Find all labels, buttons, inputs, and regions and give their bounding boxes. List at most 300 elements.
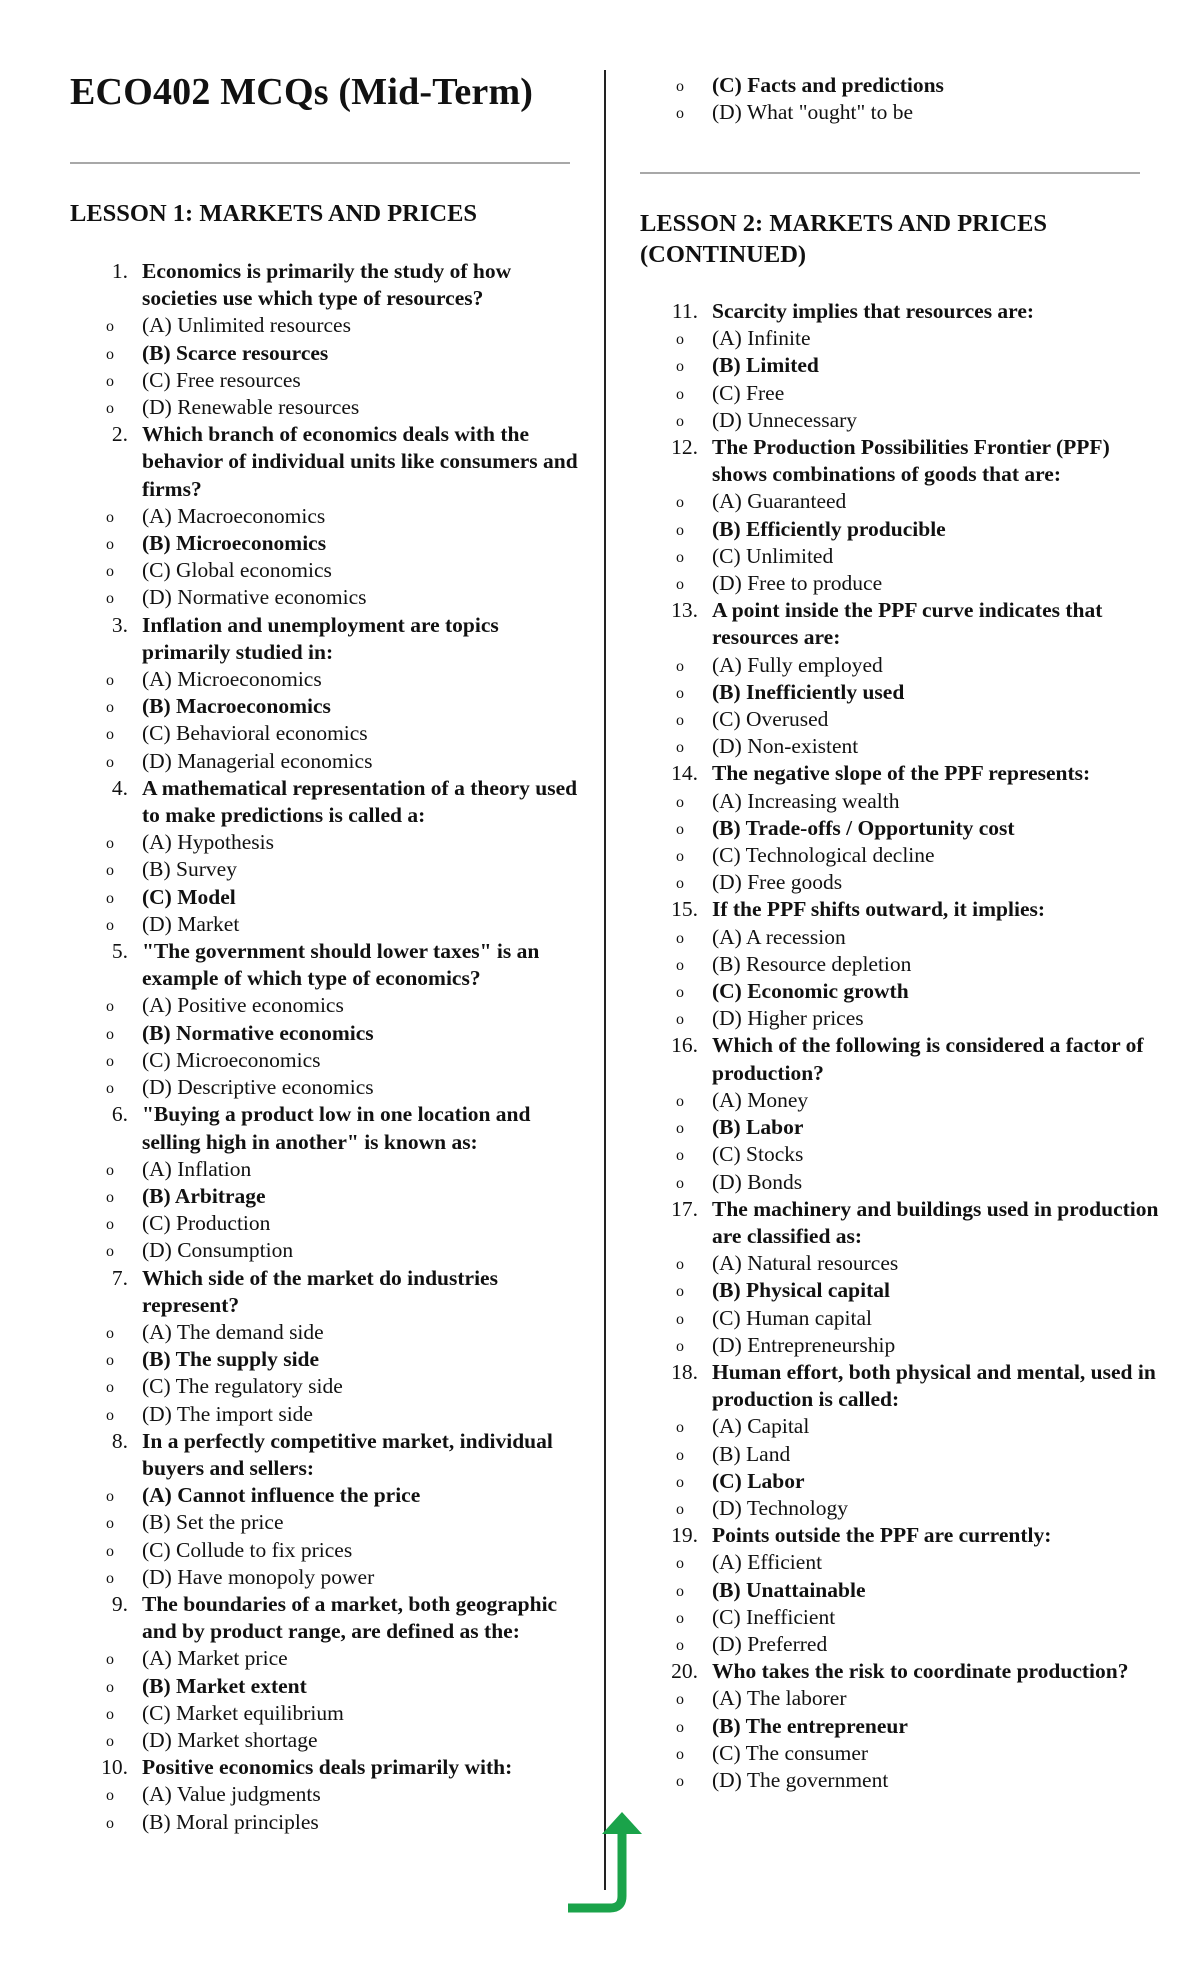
question-item (70, 938, 590, 1101)
bullet-icon: o (106, 536, 114, 554)
answer-option (640, 1250, 1160, 1277)
question-text: Inflation and unemployment are topics primarily studied in: (142, 612, 499, 664)
bullet-icon: o (676, 521, 684, 539)
option-text: (A) The laborer (712, 1686, 847, 1711)
bullet-icon: o (676, 739, 684, 757)
answer-option (640, 1604, 1160, 1631)
question-text: Which side of the market do industries represent? (142, 1265, 498, 1317)
option-text: (B) Limited (712, 353, 819, 378)
answer-option (640, 1495, 1160, 1522)
question-number: 3. (111, 612, 128, 637)
bullet-icon: o (676, 1745, 684, 1763)
question-text: Scarcity implies that resources are: (712, 299, 1035, 323)
bullet-icon: o (676, 712, 684, 730)
continue-arrow-icon (560, 1800, 680, 1920)
bullet-icon: o (106, 998, 114, 1016)
answer-option (640, 1087, 1160, 1114)
answer-option (70, 1020, 590, 1047)
answer-option (640, 99, 1160, 126)
question-number: 10. (101, 1755, 128, 1780)
option-text: (D) Descriptive economics (142, 1075, 374, 1100)
option-text: (A) The demand side (142, 1319, 324, 1344)
bullet-icon: o (106, 1787, 114, 1805)
bullet-icon: o (106, 1216, 114, 1234)
bullet-icon: o (106, 916, 114, 934)
answer-option (640, 1114, 1160, 1141)
answer-option (70, 1346, 590, 1373)
option-text: (D) Free to produce (712, 571, 883, 596)
question-text: Which of the following is considered a factor of production? (712, 1033, 1144, 1085)
option-text: (B) The supply side (142, 1347, 320, 1372)
answer-option (70, 911, 590, 938)
options-list (640, 1549, 1160, 1658)
answer-option (70, 367, 590, 394)
bullet-icon: o (106, 699, 114, 717)
answer-option (70, 1509, 590, 1536)
answer-option (640, 325, 1160, 352)
option-text: (C) Market equilibrium (142, 1700, 344, 1725)
question-item (640, 298, 1160, 434)
option-text: (B) Labor (712, 1115, 804, 1140)
option-text: (A) Capital (712, 1414, 810, 1439)
question-item (640, 1658, 1160, 1794)
question-item (640, 1196, 1160, 1359)
option-text: (B) Efficiently producible (712, 516, 946, 541)
option-text: (C) Overused (712, 707, 829, 732)
option-text: (D) Non-existent (712, 734, 859, 759)
option-text: (B) Normative economics (142, 1020, 374, 1045)
option-text: (D) The import side (142, 1401, 313, 1426)
option-text: (A) Value judgments (142, 1782, 321, 1807)
options-list (640, 1685, 1160, 1794)
answer-option (70, 666, 590, 693)
question-number: 4. (111, 775, 128, 800)
question-item (70, 1591, 590, 1754)
bullet-icon: o (676, 1718, 684, 1736)
bullet-icon: o (106, 372, 114, 390)
question-text: The machinery and buildings used in production are classified as: (712, 1196, 1159, 1248)
option-text: (A) Hypothesis (142, 830, 274, 855)
bullet-icon: o (106, 1052, 114, 1070)
bullet-icon: o (106, 1161, 114, 1179)
option-text: (B) Physical capital (712, 1278, 890, 1303)
continued-divider (640, 172, 1140, 174)
question-number: 7. (111, 1265, 128, 1290)
bullet-icon: o (676, 548, 684, 566)
option-text: (A) Natural resources (712, 1251, 899, 1276)
answer-option (640, 978, 1160, 1005)
bullet-icon: o (676, 984, 684, 1002)
option-text: (A) Positive economics (142, 993, 344, 1018)
option-text: (A) Unlimited resources (142, 313, 351, 338)
bullet-icon: o (106, 1569, 114, 1587)
answer-option (70, 340, 590, 367)
question-item (70, 1101, 590, 1264)
option-text: (A) Increasing wealth (712, 788, 900, 813)
option-text: (B) Survey (142, 857, 237, 882)
bullet-icon: o (106, 1651, 114, 1669)
options-list (70, 1781, 590, 1835)
option-text: (D) Market (142, 911, 240, 936)
bullet-icon: o (106, 345, 114, 363)
bullet-icon: o (106, 753, 114, 771)
options-list (640, 488, 1160, 597)
answer-option (70, 584, 590, 611)
question-number: 18. (671, 1359, 698, 1384)
answer-option (640, 1713, 1160, 1740)
bullet-icon: o (106, 726, 114, 744)
question-text: Economics is primarily the study of how societies use which type of resources? (142, 259, 512, 311)
answer-option (640, 951, 1160, 978)
option-text: (A) Efficient (712, 1550, 823, 1575)
answer-option (70, 1373, 590, 1400)
options-list (640, 652, 1160, 761)
question-text: Which branch of economics deals with the behavior of individual units like consumers and firms? (142, 422, 578, 501)
answer-option (70, 394, 590, 421)
answer-option (640, 1631, 1160, 1658)
question-number: 9. (111, 1591, 128, 1616)
question-item (640, 597, 1160, 760)
question-text: Positive economics deals primarily with: (142, 1755, 513, 1780)
answer-option (640, 733, 1160, 760)
lesson1-heading: LESSON 1: MARKETS AND PRICES (70, 200, 478, 227)
answer-option (640, 842, 1160, 869)
option-text: (D) Bonds (712, 1169, 803, 1194)
lesson1-question-list (70, 258, 590, 1836)
question-number: 15. (671, 897, 698, 922)
question-text: A point inside the PPF curve indicates that resources are: (712, 598, 1103, 650)
answer-option (70, 1074, 590, 1101)
question-text: The Production Possibilities Frontier (PPF) shows combinations of goods that are: (712, 435, 1110, 487)
lesson2-heading: LESSON 2: MARKETS AND PRICES (CONTINUED) (640, 210, 1048, 268)
bullet-icon: o (676, 820, 684, 838)
bullet-icon: o (676, 576, 684, 594)
bullet-icon: o (106, 1814, 114, 1832)
option-text: (D) Unnecessary (712, 407, 858, 432)
option-text: (C) The consumer (712, 1740, 869, 1765)
bullet-icon: o (676, 1310, 684, 1328)
answer-option (640, 1305, 1160, 1332)
bullet-icon: o (676, 1691, 684, 1709)
answer-option (70, 1700, 590, 1727)
answer-option (70, 1319, 590, 1346)
bullet-icon: o (676, 1609, 684, 1627)
answer-option (70, 1156, 590, 1183)
option-text: (B) Macroeconomics (142, 694, 331, 719)
question-item (640, 760, 1160, 896)
question-text: "The government should lower taxes" is an example of which type of economics? (142, 939, 540, 991)
option-text: (B) Unattainable (712, 1577, 866, 1602)
question-item (70, 1265, 590, 1428)
answer-option (640, 1468, 1160, 1495)
answer-option (640, 570, 1160, 597)
bullet-icon: o (106, 672, 114, 690)
answer-option (70, 856, 590, 883)
bullet-icon: o (676, 684, 684, 702)
question-number: 14. (671, 761, 698, 786)
option-text: (D) Entrepreneurship (712, 1332, 896, 1357)
bullet-icon: o (676, 1636, 684, 1654)
answer-option (70, 748, 590, 775)
bullet-icon: o (676, 848, 684, 866)
bullet-icon: o (106, 318, 114, 336)
option-text: (C) Inefficient (712, 1604, 836, 1629)
question-number: 17. (671, 1196, 698, 1221)
answer-option (640, 1277, 1160, 1304)
options-list (70, 992, 590, 1101)
bullet-icon: o (676, 105, 684, 123)
answer-option (70, 503, 590, 530)
bullet-icon: o (106, 508, 114, 526)
answer-option (70, 992, 590, 1019)
option-text: (D) Consumption (142, 1238, 294, 1263)
bullet-icon: o (676, 494, 684, 512)
option-text: (A) Microeconomics (142, 667, 322, 692)
bullet-icon: o (676, 657, 684, 675)
option-text: (A) Money (712, 1087, 809, 1112)
option-text: (B) The entrepreneur (712, 1713, 908, 1738)
bullet-icon: o (676, 1256, 684, 1274)
bullet-icon: o (676, 1337, 684, 1355)
answer-option (640, 652, 1160, 679)
option-text: (C) Microeconomics (142, 1047, 321, 1072)
option-text: (A) A recession (712, 924, 846, 949)
bullet-icon: o (106, 1678, 114, 1696)
question-item (640, 1359, 1160, 1522)
question-item (70, 1754, 590, 1836)
answer-option (640, 788, 1160, 815)
bullet-icon: o (106, 563, 114, 581)
answer-option (70, 720, 590, 747)
answer-option (640, 488, 1160, 515)
question-item (640, 434, 1160, 597)
answer-option (70, 1537, 590, 1564)
question-number: 13. (671, 598, 698, 623)
option-text: (A) Infinite (712, 326, 811, 351)
answer-option (640, 543, 1160, 570)
bullet-icon: o (676, 1283, 684, 1301)
question-item (640, 896, 1160, 1032)
option-text: (D) Technology (712, 1495, 849, 1520)
question-item (70, 258, 590, 421)
question-text: Points outside the PPF are currently: (712, 1523, 1052, 1548)
option-text: (B) Set the price (142, 1510, 284, 1535)
bullet-icon: o (106, 835, 114, 853)
document-title: ECO402 MCQs (Mid-Term) (70, 71, 534, 113)
option-text: (C) Unlimited (712, 543, 834, 568)
answer-option (70, 1482, 590, 1509)
question-number: 8. (111, 1428, 128, 1453)
answer-option (70, 312, 590, 339)
question-number: 11. (671, 299, 698, 323)
option-text: (D) Normative economics (142, 585, 367, 610)
options-list (640, 924, 1160, 1033)
answer-option (70, 1673, 590, 1700)
option-text: (B) Scarce resources (142, 340, 329, 365)
bullet-icon: o (676, 929, 684, 947)
bullet-icon: o (676, 1174, 684, 1192)
option-text: (B) Moral principles (142, 1809, 319, 1834)
bullet-icon: o (676, 1092, 684, 1110)
bullet-icon: o (676, 793, 684, 811)
answer-option (640, 1685, 1160, 1712)
question-number: 12. (671, 435, 698, 460)
bullet-icon: o (676, 1772, 684, 1790)
option-text: (D) Managerial economics (142, 748, 373, 773)
answer-option (640, 869, 1160, 896)
option-text: (B) Resource depletion (712, 951, 912, 976)
question-number: 5. (111, 939, 128, 964)
option-text: (D) Renewable resources (142, 395, 360, 420)
option-text: (D) Preferred (712, 1631, 828, 1656)
question-item (70, 1428, 590, 1591)
answer-option (70, 829, 590, 856)
title-divider (70, 162, 570, 164)
answer-option (640, 706, 1160, 733)
answer-option (640, 380, 1160, 407)
question-number: 20. (671, 1659, 698, 1684)
bullet-icon: o (676, 1582, 684, 1600)
bullet-icon: o (106, 1406, 114, 1424)
answer-option (640, 72, 1160, 99)
options-list (70, 503, 590, 612)
option-text: (C) Collude to fix prices (142, 1537, 353, 1562)
lesson2-question-list (640, 298, 1160, 1794)
answer-option (640, 1577, 1160, 1604)
bullet-icon: o (676, 331, 684, 349)
bullet-icon: o (106, 590, 114, 608)
answer-option (70, 1237, 590, 1264)
answer-option (640, 352, 1160, 379)
answer-option (70, 1564, 590, 1591)
question-text: In a perfectly competitive market, individual buyers and sellers: (142, 1428, 553, 1480)
bullet-icon: o (106, 1324, 114, 1342)
bullet-icon: o (106, 1705, 114, 1723)
bullet-icon: o (676, 1011, 684, 1029)
options-list (70, 1156, 590, 1265)
option-text: (B) Market extent (142, 1673, 307, 1698)
options-list (640, 788, 1160, 897)
bullet-icon: o (676, 1120, 684, 1138)
option-text: (D) Free goods (712, 870, 843, 895)
bullet-icon: o (676, 1446, 684, 1464)
option-text: (B) Arbitrage (142, 1183, 266, 1208)
question-item (640, 1032, 1160, 1195)
bullet-icon: o (676, 1555, 684, 1573)
answer-option (70, 1047, 590, 1074)
answer-option (640, 1740, 1160, 1767)
bullet-icon: o (676, 385, 684, 403)
answer-option (70, 1183, 590, 1210)
answer-option (640, 1141, 1160, 1168)
bullet-icon: o (676, 956, 684, 974)
bullet-icon: o (106, 1542, 114, 1560)
option-text: (C) Facts and predictions (712, 73, 944, 97)
question-text: If the PPF shifts outward, it implies: (712, 897, 1046, 922)
question-text: The negative slope of the PPF represents: (712, 761, 1091, 786)
bullet-icon: o (106, 1188, 114, 1206)
bullet-icon: o (676, 358, 684, 376)
answer-option (640, 1549, 1160, 1576)
question-text: Human effort, both physical and mental, used in production is called: (712, 1359, 1156, 1412)
bullet-icon: o (106, 1243, 114, 1261)
question-item (640, 1522, 1160, 1658)
option-text: (C) Stocks (712, 1142, 804, 1167)
option-text: (B) Trade-offs / Opportunity cost (712, 815, 1015, 840)
option-text: (B) Inefficiently used (712, 679, 905, 704)
question-number: 6. (111, 1102, 128, 1127)
options-list (70, 1645, 590, 1754)
option-text: (C) Economic growth (712, 979, 909, 1004)
option-text: (D) Market shortage (142, 1727, 318, 1752)
option-text: (C) Technological decline (712, 843, 935, 868)
continued-options-list (640, 72, 1160, 126)
options-list (70, 1319, 590, 1428)
question-item (70, 775, 590, 938)
answer-option (640, 1005, 1160, 1032)
bullet-icon: o (106, 1080, 114, 1098)
answer-option (70, 1401, 590, 1428)
bullet-icon: o (106, 1379, 114, 1397)
answer-option (70, 557, 590, 584)
answer-option (640, 815, 1160, 842)
question-text: Who takes the risk to coordinate production? (712, 1659, 1129, 1684)
option-text: (C) Global economics (142, 558, 332, 583)
option-text: (C) Human capital (712, 1305, 873, 1330)
answer-option (70, 530, 590, 557)
answer-option (70, 884, 590, 911)
question-text: A mathematical representation of a theory used to make predictions is called a: (142, 775, 578, 828)
bullet-icon: o (106, 1488, 114, 1506)
answer-option (640, 1441, 1160, 1468)
answer-option (70, 1781, 590, 1808)
answer-option (640, 1332, 1160, 1359)
answer-option (640, 516, 1160, 543)
question-number: 2. (111, 422, 128, 447)
question-number: 16. (671, 1033, 698, 1058)
question-text: "Buying a product low in one location and selling high in another" is known as: (142, 1102, 531, 1154)
answer-option (640, 924, 1160, 951)
answer-option (70, 1809, 590, 1836)
option-text: (D) What "ought" to be (712, 100, 914, 125)
bullet-icon: o (676, 1473, 684, 1491)
answer-option (640, 1413, 1160, 1440)
option-text: (A) Cannot influence the price (142, 1483, 421, 1508)
option-text: (A) Guaranteed (712, 489, 847, 514)
bullet-icon: o (676, 1147, 684, 1165)
bullet-icon: o (676, 875, 684, 893)
option-text: (C) Production (142, 1211, 271, 1236)
question-item (70, 612, 590, 775)
bullet-icon: o (676, 412, 684, 430)
option-text: (D) Have monopoly power (142, 1564, 375, 1589)
bullet-icon: o (676, 1419, 684, 1437)
bullet-icon: o (106, 1025, 114, 1043)
options-list (640, 325, 1160, 434)
option-text: (A) Market price (142, 1646, 288, 1671)
answer-option (640, 1169, 1160, 1196)
option-text: (B) Microeconomics (142, 531, 327, 556)
options-list (70, 312, 590, 421)
option-text: (C) Behavioral economics (142, 721, 368, 746)
options-list (640, 1250, 1160, 1359)
answer-option (70, 1210, 590, 1237)
answer-option (640, 407, 1160, 434)
option-text: (D) Higher prices (712, 1006, 864, 1031)
option-text: (A) Macroeconomics (142, 503, 326, 528)
options-list (70, 666, 590, 775)
options-list (640, 1413, 1160, 1522)
